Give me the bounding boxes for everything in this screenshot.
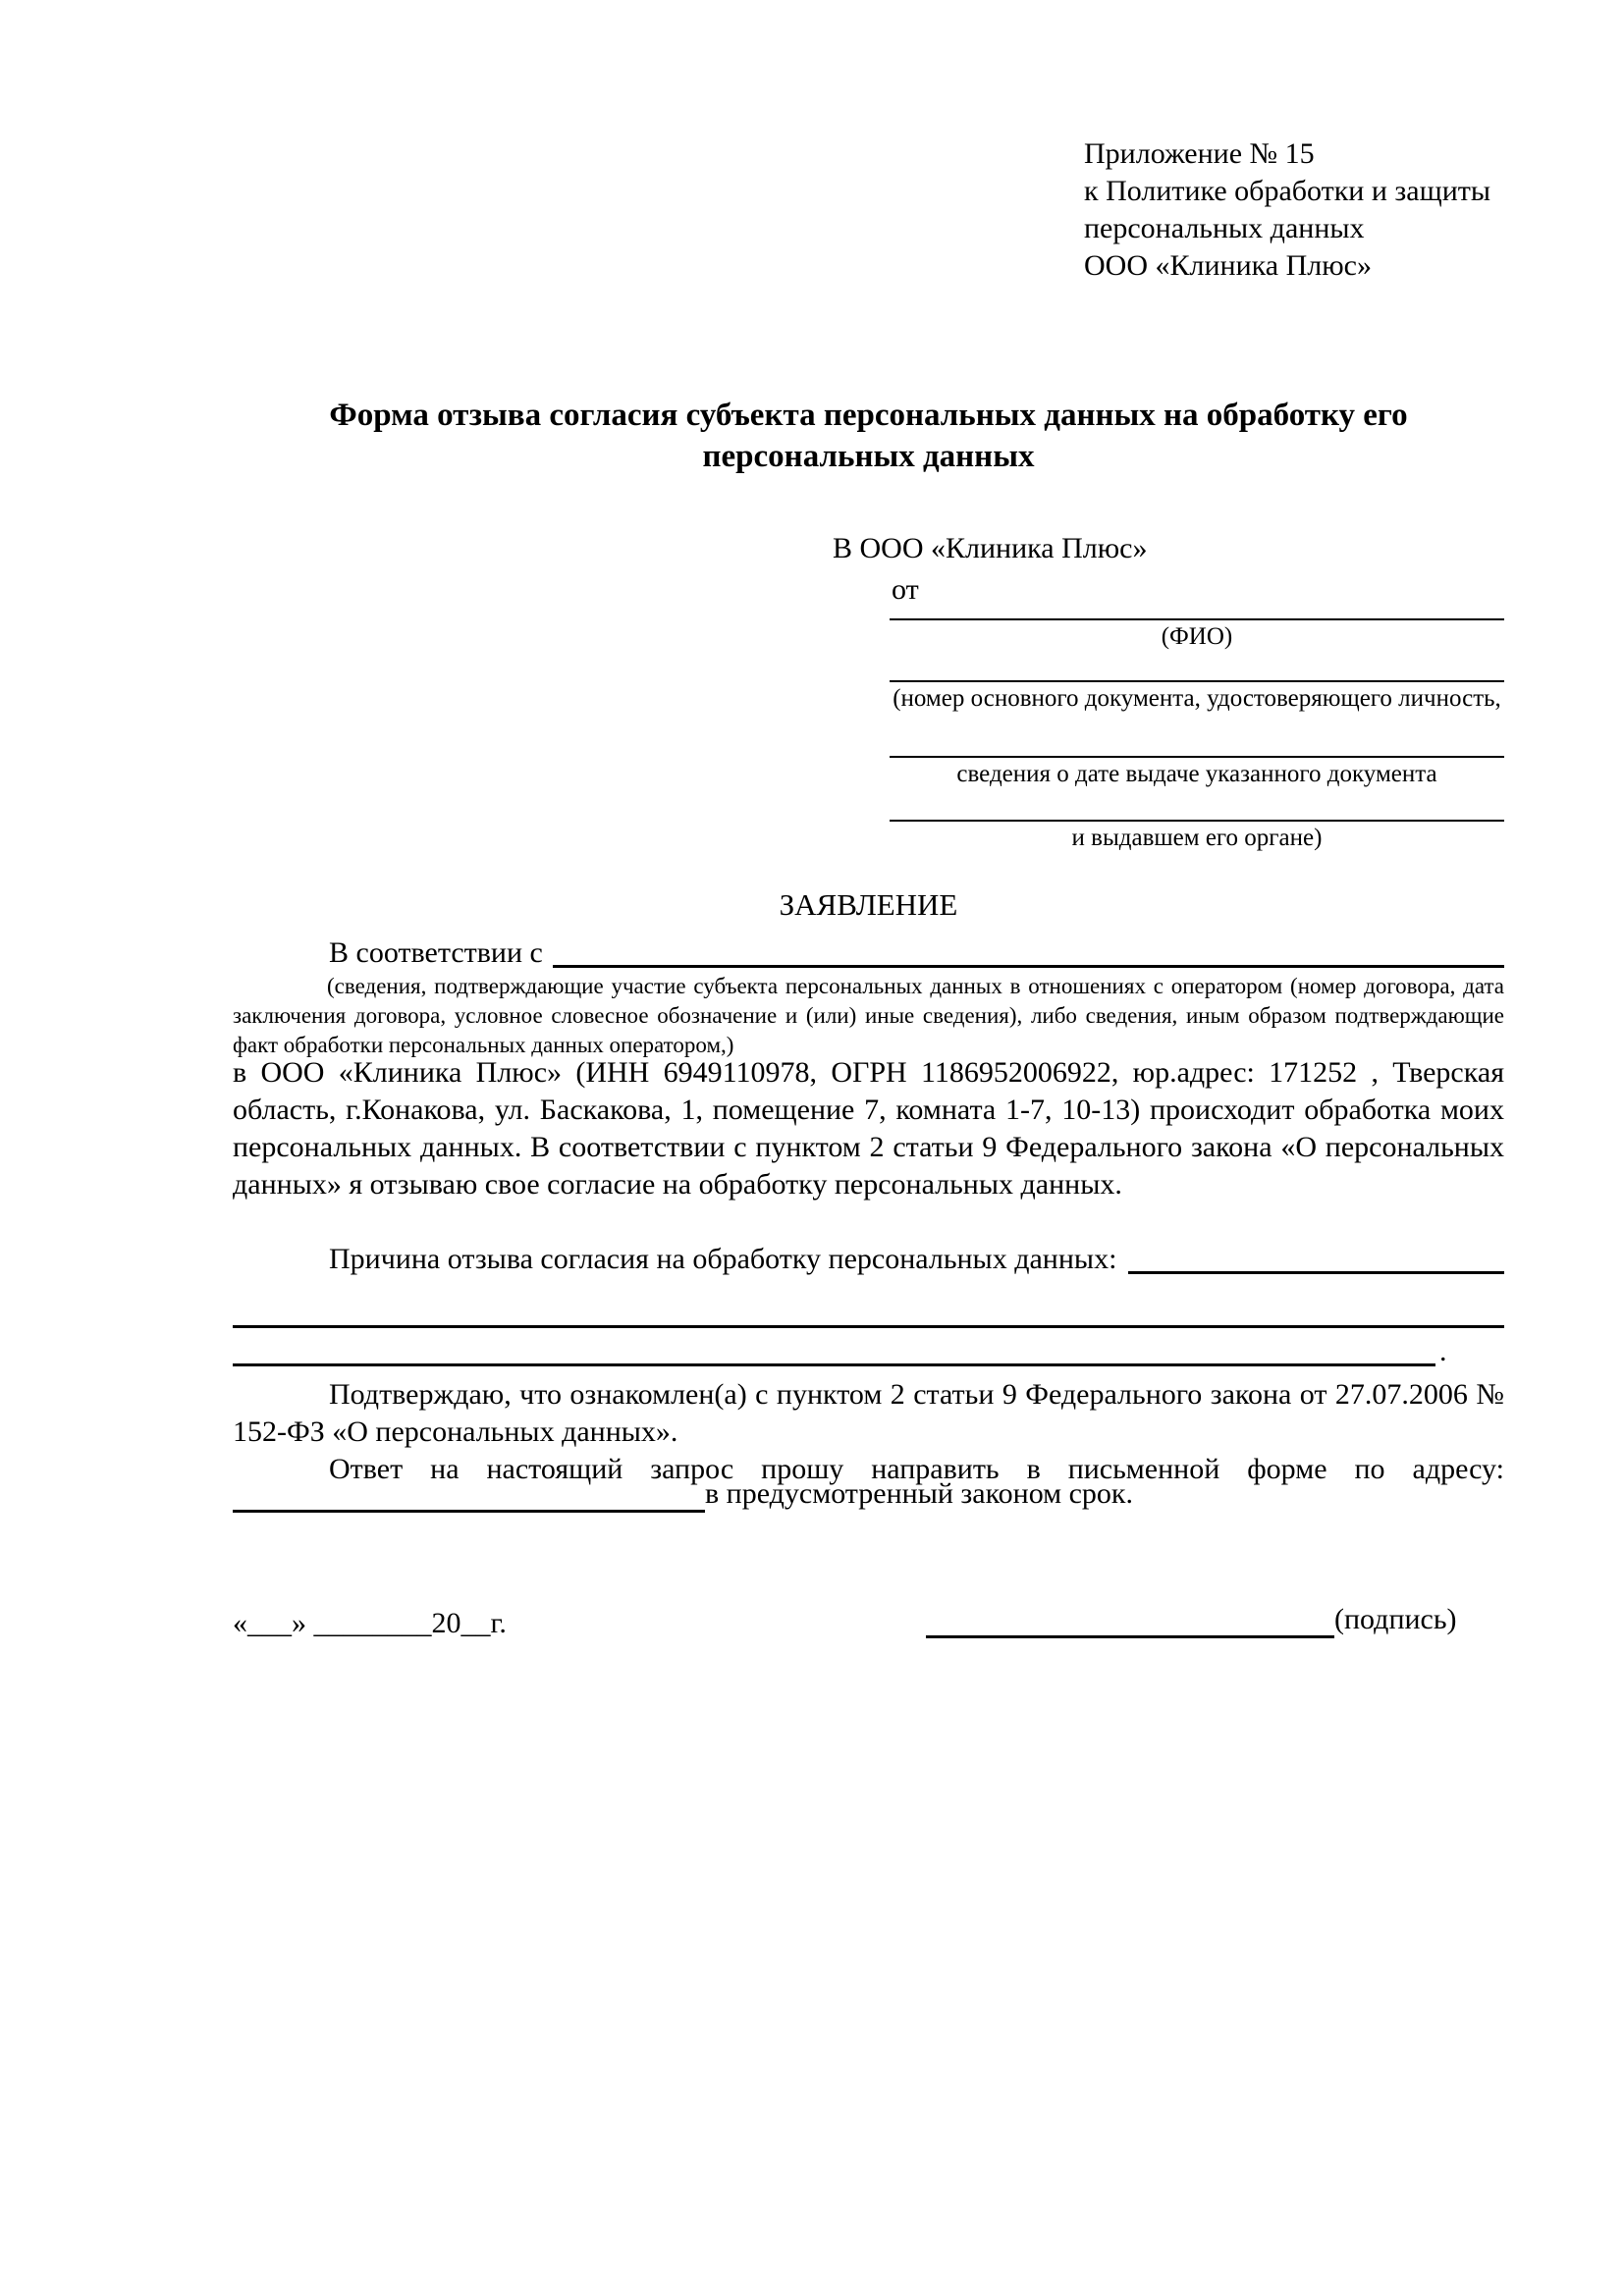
fio-field [890,618,1504,652]
document-issuer-caption: и выдавшем его органе) [1071,825,1323,851]
document-date-caption: сведения о дате выдаче указанного документа [956,761,1437,787]
confirm-paragraph: Подтверждаю, что ознакомлен(а) с пунктом 2 статьи 9 Федерального закона от 27.07.2006 № 152-ФЗ «О персональных данных». [233,1378,1504,1448]
intro-underline [553,934,1504,968]
signature-underline [926,1600,1334,1638]
reply-tail: в предусмотренный законом срок. [705,1477,1133,1510]
appendix-line: персональных данных [1084,212,1365,244]
reason-paragraph [233,1241,1504,1278]
reply-address-row [233,1474,1504,1513]
reply-paragraph: Ответ на настоящий запрос прошу направить в письменной форме по адресу: [329,1453,1504,1485]
document-date-field [890,756,1504,789]
reason-label: Причина отзыва согласия на обработку персональных данных: [329,1243,1117,1275]
document-issuer-field [890,820,1504,853]
document-number-field [890,680,1504,714]
footnote-paragraph: (сведения, подтверждающие участие субъекта персональных данных в отношениях с оператором (номер договора, дата заключения договора, условное словесное обозначение и (или) иные сведения), либо сведения, иным образом подтверждающие факт обработки персональных данных оператором,) [233,974,1504,1057]
form-title: Форма отзыва согласия субъекта персональных данных на обработку его персональных данных [329,398,1408,474]
appendix-line: ООО «Клиника Плюс» [1084,249,1372,282]
fio-caption: (ФИО) [1161,623,1233,650]
addressee-to: В ООО «Клиника Плюс» [833,532,1148,564]
appendix-line: Приложение № 15 [1084,137,1315,170]
document-date-underline [890,756,1504,758]
document-number-caption: (номер основного документа, удостоверяющего личность, [893,685,1501,712]
appendix-line: к Политике обработки и защиты [1084,175,1491,207]
statement-heading: ЗАЯВЛЕНИЕ [779,887,958,922]
blank-line-1 [233,1325,1504,1328]
fio-underline [890,618,1504,620]
body-paragraph: в ООО «Клиника Плюс» (ИНН 6949110978, ОГРН 1186952006922, юр.адрес: 171252 , Тверская область, г.Конакова, ул. Баскакова, 1, помещение 7, комната 1-7, 10-13) происходит обработка моих персональных данных. В соответствии с пунктом 2 статьи 9 Федерального закона «О персональных данных» я отзываю свое согласие на обработку персональных данных. [233,1056,1504,1201]
document-number-underline [890,680,1504,682]
appendix-block [1084,135,1490,285]
addressee-from-label: от [892,573,919,606]
intro-paragraph [233,934,1504,972]
blank-line-2 [233,1363,1435,1366]
date-line: «___» ________20__г. [233,1607,507,1639]
blank-line-2-period: . [1439,1335,1447,1367]
reason-underline [1128,1241,1504,1274]
intro-label: В соответствии с [329,936,543,969]
reply-address-underline [233,1474,705,1513]
signature-caption: (подпись) [1334,1603,1457,1635]
signature-row [926,1600,1457,1638]
document-issuer-underline [890,820,1504,822]
